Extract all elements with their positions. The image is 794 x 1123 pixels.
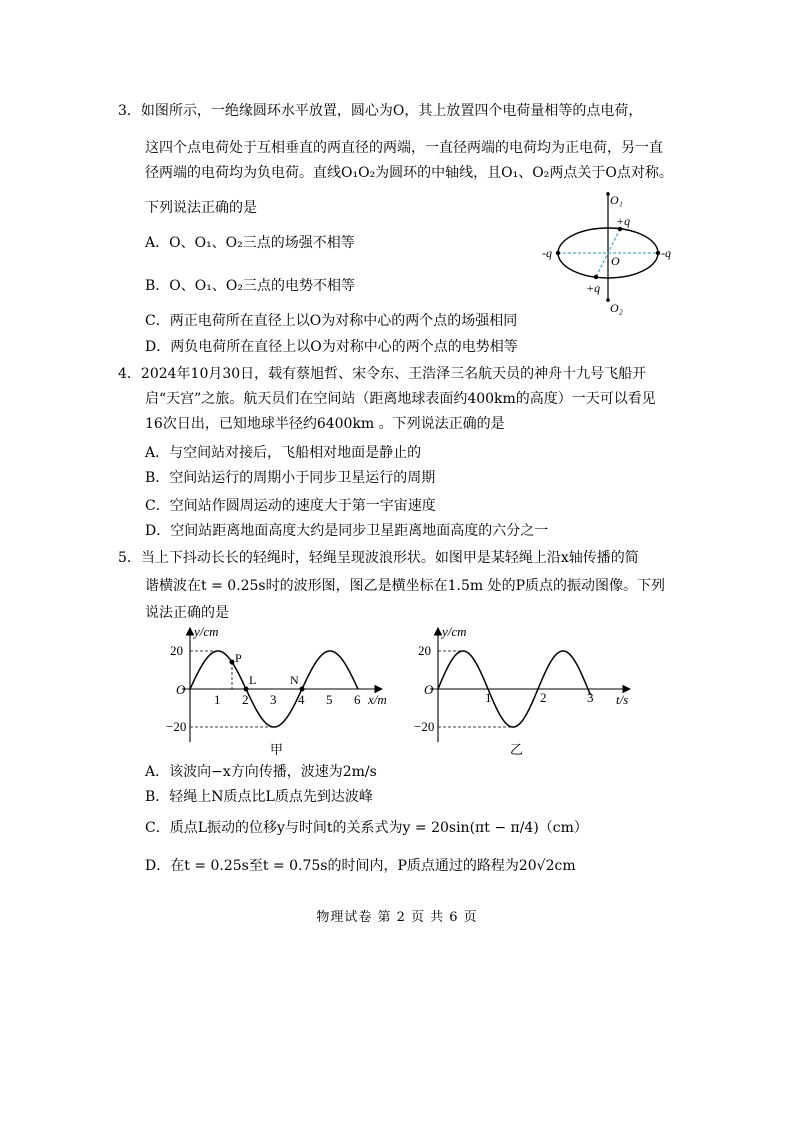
q3-option-c: C．两正电荷所在直径上以O为对称中心的两个点的场强相同 <box>145 313 518 329</box>
yi-origin: O <box>424 682 434 697</box>
q3-line-1: 3．如图所示，一绝缘圆环水平放置，圆心为O，其上放置四个电荷量相等的点电荷， <box>118 103 643 119</box>
charge-minus-right: -q <box>661 246 671 260</box>
point-p <box>230 660 235 665</box>
q4-option-d: D．空间站距离地面高度大约是同步卫星距离地面高度的六分之一 <box>145 523 549 539</box>
yi-xtick-2: 2 <box>540 690 547 705</box>
page-footer: 物理试卷 第 2 页 共 6 页 <box>316 910 478 925</box>
q3-option-a: A．O、O₁、O₂三点的场强不相等 <box>145 235 355 251</box>
jia-xlabel: x/m <box>368 692 387 707</box>
point-l <box>244 687 249 692</box>
charge-minus-left: -q <box>542 246 552 260</box>
label-n: N <box>290 673 299 687</box>
q5-option-d: D．在t = 0.25s至t = 0.75s的时间内，P质点通过的路程为20√2cm <box>145 858 576 874</box>
q3-option-d: D．两负电荷所在直径上以O为对称中心的两个点的电势相等 <box>145 339 518 355</box>
waveform-figure-jia <box>168 622 398 760</box>
jia-ytick-neg20: −20 <box>166 719 187 734</box>
jia-xtick-5: 5 <box>326 692 333 707</box>
o-label: O <box>611 254 620 268</box>
jia-xtick-6: 6 <box>354 692 361 707</box>
q4-option-c: C．空间站作圆周运动的速度大于第一宇宙速度 <box>145 498 436 514</box>
q5-option-c: C．质点L振动的位移y与时间t的关系式为y = 20sin(πt − π/4)（cm） <box>145 820 588 836</box>
q5-line-2: 谐横波在t = 0.25s时的波形图，图乙是横坐标在1.5m 处的P质点的振动图像。下列 <box>145 578 666 594</box>
vibration-figure-yi <box>414 622 648 760</box>
o1-label: O₁ <box>610 193 623 207</box>
yi-ytick-neg20: −20 <box>414 719 435 734</box>
q3-line-2: 这四个点电荷处于互相垂直的两直径的两端，一直径两端的电荷均为正电荷，另一直 <box>145 140 663 156</box>
jia-ylabel: y/cm <box>194 624 219 639</box>
q5-line-1: 5．当上下抖动长长的轻绳时，轻绳呈现波浪形状。如图甲是某轻绳上沿x轴传播的简 <box>118 550 639 566</box>
yi-ytick-20: 20 <box>418 643 431 658</box>
point-n <box>300 687 305 692</box>
label-l: L <box>249 673 257 687</box>
q5-option-b: B．轻绳上N质点比L质点先到达波峰 <box>145 789 373 805</box>
q4-line-2: 启“天宫”之旅。航天员们在空间站（距离地球表面约400km的高度）一天可以看见 <box>145 391 656 407</box>
jia-caption: 甲 <box>270 742 284 757</box>
yi-xtick-1: 1 <box>485 690 492 705</box>
ring-charge-figure <box>538 188 678 316</box>
q5-line-3: 说法正确的是 <box>145 605 229 621</box>
charge-plus-bottom: +q <box>586 281 601 295</box>
jia-xtick-1: 1 <box>214 692 221 707</box>
yi-caption: 乙 <box>510 742 524 757</box>
jia-origin: O <box>176 682 186 697</box>
q4-option-a: A．与空间站对接后，飞船相对地面是静止的 <box>145 445 422 461</box>
q4-line-3: 16次日出，已知地球半径约6400km 。下列说法正确的是 <box>145 416 505 432</box>
jia-ytick-20: 20 <box>170 643 183 658</box>
yi-xlabel: t/s <box>616 692 629 707</box>
q5-option-a: A．该波向−x方向传播，波速为2m/s <box>145 764 377 780</box>
q4-option-b: B．空间站运行的周期小于同步卫星运行的周期 <box>145 470 436 486</box>
jia-xtick-2: 2 <box>242 692 249 707</box>
q3-line-3: 径两端的电荷均为负电荷。直线O₁O₂为圆环的中轴线，且O₁、O₂两点关于O点对称。 <box>145 165 673 181</box>
charge-plus-top: +q <box>616 214 631 228</box>
label-p: P <box>235 651 242 665</box>
q3-option-b: B．O、O₁、O₂三点的电势不相等 <box>145 278 355 294</box>
jia-xtick-4: 4 <box>298 692 305 707</box>
q3-line-4: 下列说法正确的是 <box>145 200 257 216</box>
jia-xtick-3: 3 <box>270 692 277 707</box>
o2-label: O₂ <box>610 301 623 315</box>
q4-line-1: 4．2024年10月30日，载有蔡旭哲、宋令东、王浩泽三名航天员的神舟十九号飞船开 <box>118 366 647 382</box>
yi-xtick-3: 3 <box>587 690 594 705</box>
yi-ylabel: y/cm <box>442 624 467 639</box>
